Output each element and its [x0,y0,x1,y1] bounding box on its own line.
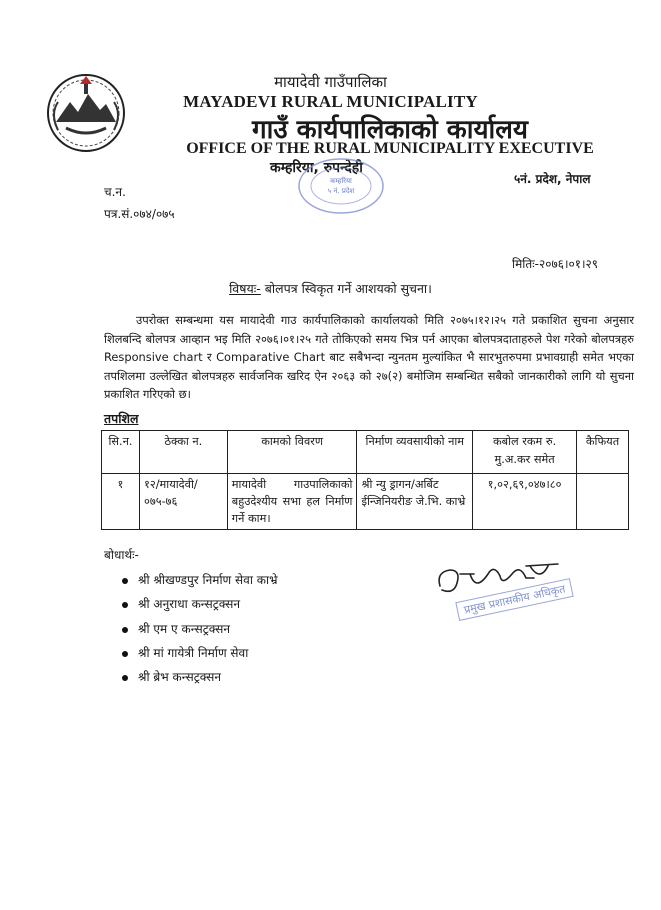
office-address: कम्हरिया, रुपन्देही [270,160,363,176]
details-heading: तपशिल [104,411,139,426]
office-name-nepali: गाउँ कार्यपालिकाको कार्यालय [252,115,528,145]
cell-serial: १ [102,474,140,530]
list-item [122,644,248,661]
municipality-name-nepali: मायादेवी गाउँपालिका [274,73,387,91]
recipient-name: श्री एम ए कन्सट्रक्सन [138,622,230,636]
svg-text:कम्हरिया: कम्हरिया [330,177,352,185]
municipality-name-english: MAYADEVI RURAL MUNICIPALITY [183,92,478,111]
province-label: ५नं. प्रदेश, नेपाल [514,172,591,186]
dispatch-number-label: च.न. [104,185,126,199]
cell-work-description: मायादेवी गाउपालिकाको बहुउदेश्यीय सभा हल निर्माण गर्ने काम। [227,474,357,530]
recipient-name: श्री ब्रेभ कन्सट्रक्सन [138,670,222,684]
cell-contractor-name: श्री न्यु ड्रागन/अर्बिट ईन्जिनियरीङ जे.भि. काभ्रे [357,474,473,530]
official-designation-stamp: प्रमुख प्रशासकीय अधिकृत [455,578,574,621]
table-row [102,474,629,530]
bullet-icon [122,602,128,608]
subject-label: विषयः- [229,281,261,296]
bullet-icon [122,675,128,681]
col-header-contract-no: ठेक्का न. [139,431,227,474]
notice-body: उपरोक्त सम्बन्धमा यस मायादेवी गाउ कार्यपालिकाको कार्यालयको मिति २०७५।१२।२५ गते प्रकाशित सुचना अनुसार शिलबन्दि बोलपत्र आव्हान भइ मिति २०७६।०१।२५ गते तोकिएको समय भित्र पर्न आएका बोलपत्रदाताहरुले पेश गरेको बोलपत्रहरु Responsive chart र Comparative Chart बाट सबैभन्दा न्युनतम मुल्यांकित भै सारभुतरुपमा प्रभावग्राही समेत भएका तपशिलमा उल्लेखित बोलपत्रहरु सार्वजनिक खरिद ऐन २०६३ को २७(२) बमोजिम सम्बन्धित सबैको जानकारीको लागि यो सुचना प्रकाशित गरिएको छ। [104,313,634,402]
bullet-icon [122,627,128,633]
letter-number: पत्र.सं.०७४/०७५ [104,207,175,221]
col-header-work-description: कामको विवरण [227,431,357,474]
col-header-bid-amount: कबोल रकम रु. मु.अ.कर समेत [473,431,577,474]
cell-bid-amount: १,०२,६९,०४७।८० [473,474,577,530]
list-item [122,595,240,612]
recipient-name: श्री मां गायेत्री निर्माण सेवा [138,646,249,660]
recipient-name: श्री अनुराधा कन्सट्रक्सन [138,597,241,611]
cell-remarks [577,474,629,530]
office-name-english: OFFICE OF THE RURAL MUNICIPALITY EXECUTIVE [186,140,594,157]
copy-to-label: बोधार्थः- [104,548,139,562]
list-item [122,571,278,588]
contract-details-table [101,430,629,530]
recipient-name: श्री श्रीखण्डपुर निर्माण सेवा काभ्रे [138,573,278,587]
office-stamp [295,155,387,217]
bullet-icon [122,651,128,657]
subject-line [0,280,661,297]
col-header-remarks: कैफियत [577,431,629,474]
table-header-row [102,431,629,474]
col-header-serial: सि.न. [102,431,140,474]
list-item [122,620,230,637]
bullet-icon [122,578,128,584]
cell-contract-no: १२/मायादेवी/०७५-७६ [139,474,227,530]
letter-date: मितिः-२०७६।०१।२९ [512,257,599,271]
list-item [122,668,221,685]
col-header-contractor-name: निर्माण व्यवसायीको नाम [357,431,473,474]
svg-text:५ नं. प्रदेश: ५ नं. प्रदेश [327,187,355,195]
subject-text: बोलपत्र स्विकृत गर्ने आशयको सुचना। [264,281,432,296]
